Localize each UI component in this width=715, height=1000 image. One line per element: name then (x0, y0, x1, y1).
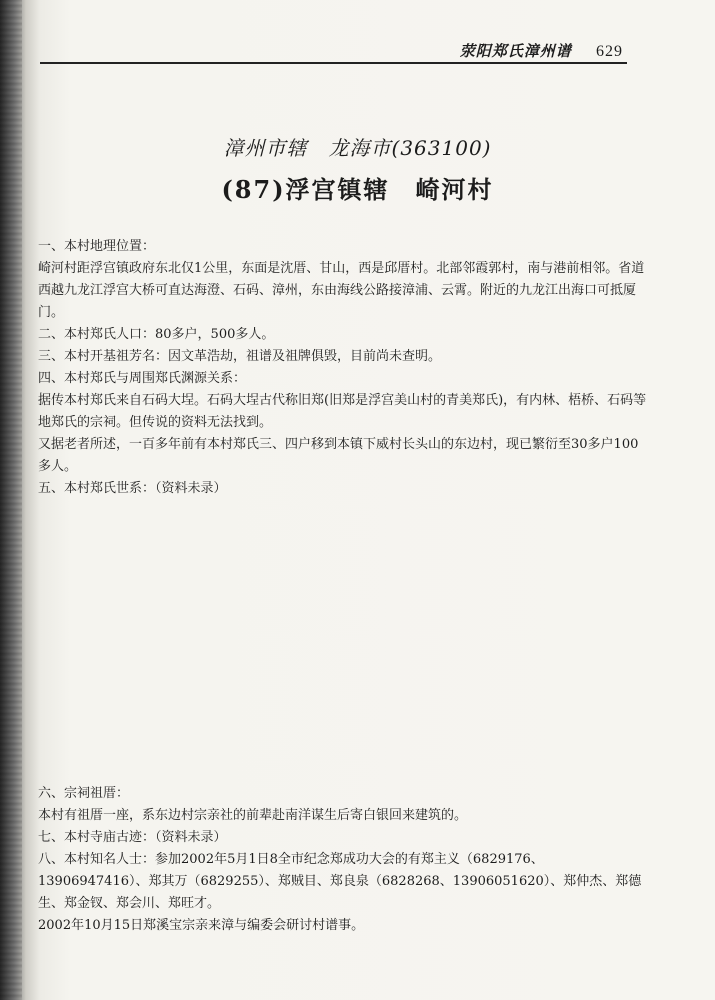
body-text-upper (38, 236, 650, 500)
region-title: 漳州市辖 龙海市(363100) (223, 136, 492, 160)
section-heading-location: 一、本村地理位置： (38, 239, 156, 254)
village-title: (87)浮宫镇辖 崎河村 (221, 175, 494, 204)
body-text-lower (38, 783, 650, 937)
paragraph-notable-people: 八、本村知名人士：参加2002年5月1日8全市纪念郑成功大会的有郑主义（6829176、13906947416）、郑其万（6829255）、郑贼目、郑良泉（6828268、13906051620）、郑仲杰、郑德生、郑金钗、郑会川、郑旺才。 (38, 852, 642, 911)
paragraph-location: 崎河村距浮宫镇政府东北仅1公里，东面是沈厝、甘山，西是邱厝村。北部邻霞郭村，南与港前相邻。省道西越九龙江浮宫大桥可直达海澄、石码、漳州，东由海线公路接漳浦、云霄。附近的九龙江出海口可抵厦门。 (38, 261, 645, 320)
section-temples: 七、本村寺庙古迹：（资料未录） (38, 830, 227, 845)
section-heading-origin: 四、本村郑氏与周围郑氏渊源关系： (38, 371, 247, 386)
section-founder: 三、本村开基祖芳名：因文革浩劫，祖谱及祖牌俱毁，目前尚未查明。 (38, 349, 442, 364)
paragraph-origin-2: 又据老者所述，一百多年前有本村郑氏三、四户移到本镇下威村长头山的东边村，现已繁衍至30多户100多人。 (38, 437, 639, 474)
section-lineage: 五、本村郑氏世系：（资料未录） (38, 481, 227, 496)
header-rule (40, 62, 627, 64)
paragraph-note: 2002年10月15日郑溪宝宗亲来漳与编委会研讨村谱事。 (38, 918, 365, 933)
page-number: 629 (596, 43, 623, 60)
running-header (40, 40, 623, 61)
paragraph-origin-1: 据传本村郑氏来自石码大埕。石码大埕古代称旧郑(旧郑是浮宫美山村的青美郑氏)，有内林、梧桥、石码等地郑氏的宗祠。但传说的资料无法找到。 (38, 393, 647, 430)
running-title: 荥阳郑氏漳州谱 (459, 42, 572, 60)
section-heading-ancestral-hall: 六、宗祠祖厝： (38, 786, 130, 801)
section-population: 二、本村郑氏人口：80多户，500多人。 (38, 327, 275, 342)
paragraph-ancestral-hall: 本村有祖厝一座，系东边村宗亲社的前辈赴南洋谋生后寄白银回来建筑的。 (38, 808, 468, 823)
